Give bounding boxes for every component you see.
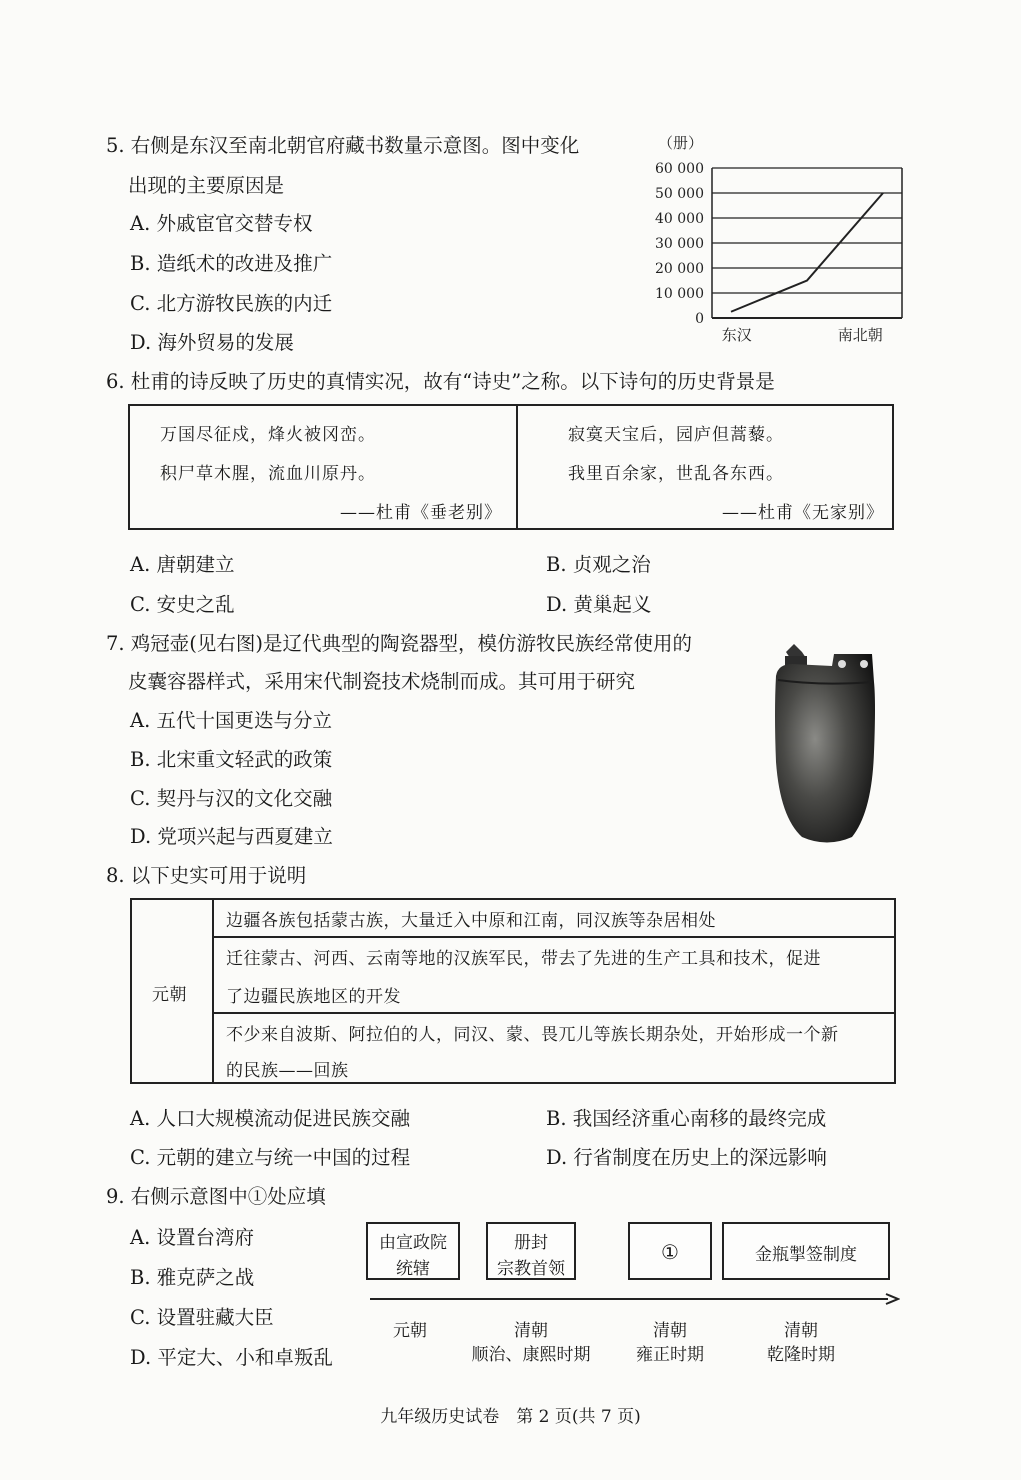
q8-option-a: A. 人口大规模流动促进民族交融 xyxy=(130,1107,410,1130)
timeline-label-qianlong-1: 清朝 xyxy=(784,1321,818,1341)
q8-option-c: C. 元朝的建立与统一中国的过程 xyxy=(130,1146,411,1169)
table-row-1-line1: 边疆各族包括蒙古族，大量迁入中原和江南，同汉族等杂居相处 xyxy=(226,911,716,931)
q5-option-c: C. 北方游牧民族的内迁 xyxy=(130,292,333,315)
table-row-2-line2: 了边疆民族地区的开发 xyxy=(226,987,401,1007)
q9-option-b: B. 雅克萨之战 xyxy=(130,1266,255,1289)
q6-option-d: D. 黄巢起义 xyxy=(546,593,652,616)
chart-x-label: 东汉 xyxy=(721,326,752,344)
poem-left-line1: 万国尽征戍，烽火被冈峦。 xyxy=(160,425,376,445)
timeline-box-shunzhi-line2: 宗教首领 xyxy=(497,1259,565,1279)
timeline-label-yongzheng-1: 清朝 xyxy=(653,1321,687,1341)
timeline-box-shunzhi-line1: 册封 xyxy=(514,1233,548,1253)
q9-option-d: D. 平定大、小和卓叛乱 xyxy=(130,1346,333,1369)
q7-stem-line2: 皮囊容器样式，采用宋代制瓷技术烧制而成。其可用于研究 xyxy=(128,670,636,693)
q5-stem-line2: 出现的主要原因是 xyxy=(128,174,285,197)
chart-y-tick-label: 0 xyxy=(695,311,704,327)
table-row-2-line1: 迁往蒙古、河西、云南等地的汉族军民，带去了先进的生产工具和技术，促进 xyxy=(226,949,821,969)
poem-left-line2: 积尸草木腥，流血川原丹。 xyxy=(160,464,376,484)
q5-option-d: D. 海外贸易的发展 xyxy=(130,331,294,354)
book-count-chart xyxy=(640,128,910,350)
timeline-label-shunzhi-2: 顺治、康熙时期 xyxy=(471,1345,591,1365)
q9-option-c: C. 设置驻藏大臣 xyxy=(130,1306,274,1329)
timeline-label-shunzhi-1: 清朝 xyxy=(514,1321,548,1341)
poem-right-source: ——杜甫《无家别》 xyxy=(722,503,884,523)
q9-stem: 9. 右侧示意图中①处应填 xyxy=(106,1185,326,1208)
q5-option-a: A. 外戚宦官交替专权 xyxy=(130,212,313,235)
poem-right-line1: 寂寞天宝后，园庐但蒿藜。 xyxy=(568,425,784,445)
chart-y-tick-label: 50 000 xyxy=(655,186,704,202)
timeline-label-yongzheng-2: 雍正时期 xyxy=(636,1345,704,1365)
timeline-label-yuan: 元朝 xyxy=(393,1321,427,1341)
q7-option-c: C. 契丹与汉的文化交融 xyxy=(130,787,333,810)
q8-stem: 8. 以下史实可用于说明 xyxy=(106,864,307,887)
q6-option-c: C. 安史之乱 xyxy=(130,593,235,616)
q7-stem-line1: 7. 鸡冠壶(见右图)是辽代典型的陶瓷器型，模仿游牧民族经常使用的 xyxy=(106,632,693,655)
q6-stem: 6. 杜甫的诗反映了历史的真情实况，故有“诗史”之称。以下诗句的历史背景是 xyxy=(106,370,775,393)
timeline-label-qianlong-2: 乾隆时期 xyxy=(767,1345,835,1365)
timeline-box-qianlong-line1: 金瓶掣签制度 xyxy=(755,1245,857,1265)
chart-x-label: 南北朝 xyxy=(837,326,883,344)
chart-y-tick-label: 20 000 xyxy=(655,261,704,277)
chart-y-tick-label: 40 000 xyxy=(655,211,704,227)
q8-option-b: B. 我国经济重心南移的最终完成 xyxy=(546,1107,827,1130)
q5-option-b: B. 造纸术的改进及推广 xyxy=(130,252,333,275)
q7-option-b: B. 北宋重文轻武的政策 xyxy=(130,748,333,771)
chart-y-tick-label: 10 000 xyxy=(655,286,704,302)
page-footer: 九年级历史试卷 第 2 页(共 7 页) xyxy=(380,1407,641,1427)
table-hline-2 xyxy=(212,1012,896,1014)
chart-y-tick-label: 60 000 xyxy=(655,161,704,177)
poem-right-line2: 我里百余家，世乱各东西。 xyxy=(568,464,784,484)
table-vline xyxy=(212,898,214,1084)
table-row-header: 元朝 xyxy=(152,985,187,1005)
q9-option-a: A. 设置台湾府 xyxy=(130,1226,254,1249)
q7-option-d: D. 党项兴起与西夏建立 xyxy=(130,825,333,848)
q6-option-b: B. 贞观之治 xyxy=(546,553,651,576)
table-row-3-line1: 不少来自波斯、阿拉伯的人，同汉、蒙、畏兀儿等族长期杂处，开始形成一个新 xyxy=(226,1025,839,1045)
timeline-box-yuan-line2: 统辖 xyxy=(396,1259,430,1279)
chart-series-line xyxy=(731,193,883,312)
q6-option-a: A. 唐朝建立 xyxy=(130,553,235,576)
q8-option-d: D. 行省制度在历史上的深远影响 xyxy=(546,1146,827,1169)
chart-unit-label: （册） xyxy=(658,134,704,152)
table-hline-1 xyxy=(212,936,896,938)
cockscomb-pot-image xyxy=(772,642,876,846)
table-row-3-line2: 的民族——回族 xyxy=(226,1061,349,1081)
timeline-box-yuan-line1: 由宣政院 xyxy=(379,1233,447,1253)
q7-option-a: A. 五代十国更迭与分立 xyxy=(130,709,332,732)
q5-stem-line1: 5. 右侧是东汉至南北朝官府藏书数量示意图。图中变化 xyxy=(106,134,580,157)
timeline-blank-marker: ① xyxy=(661,1240,679,1264)
poem-left-source: ——杜甫《垂老别》 xyxy=(340,503,502,523)
chart-y-tick-label: 30 000 xyxy=(655,236,704,252)
poem-divider xyxy=(516,404,518,530)
timeline-arrow xyxy=(370,1292,900,1306)
